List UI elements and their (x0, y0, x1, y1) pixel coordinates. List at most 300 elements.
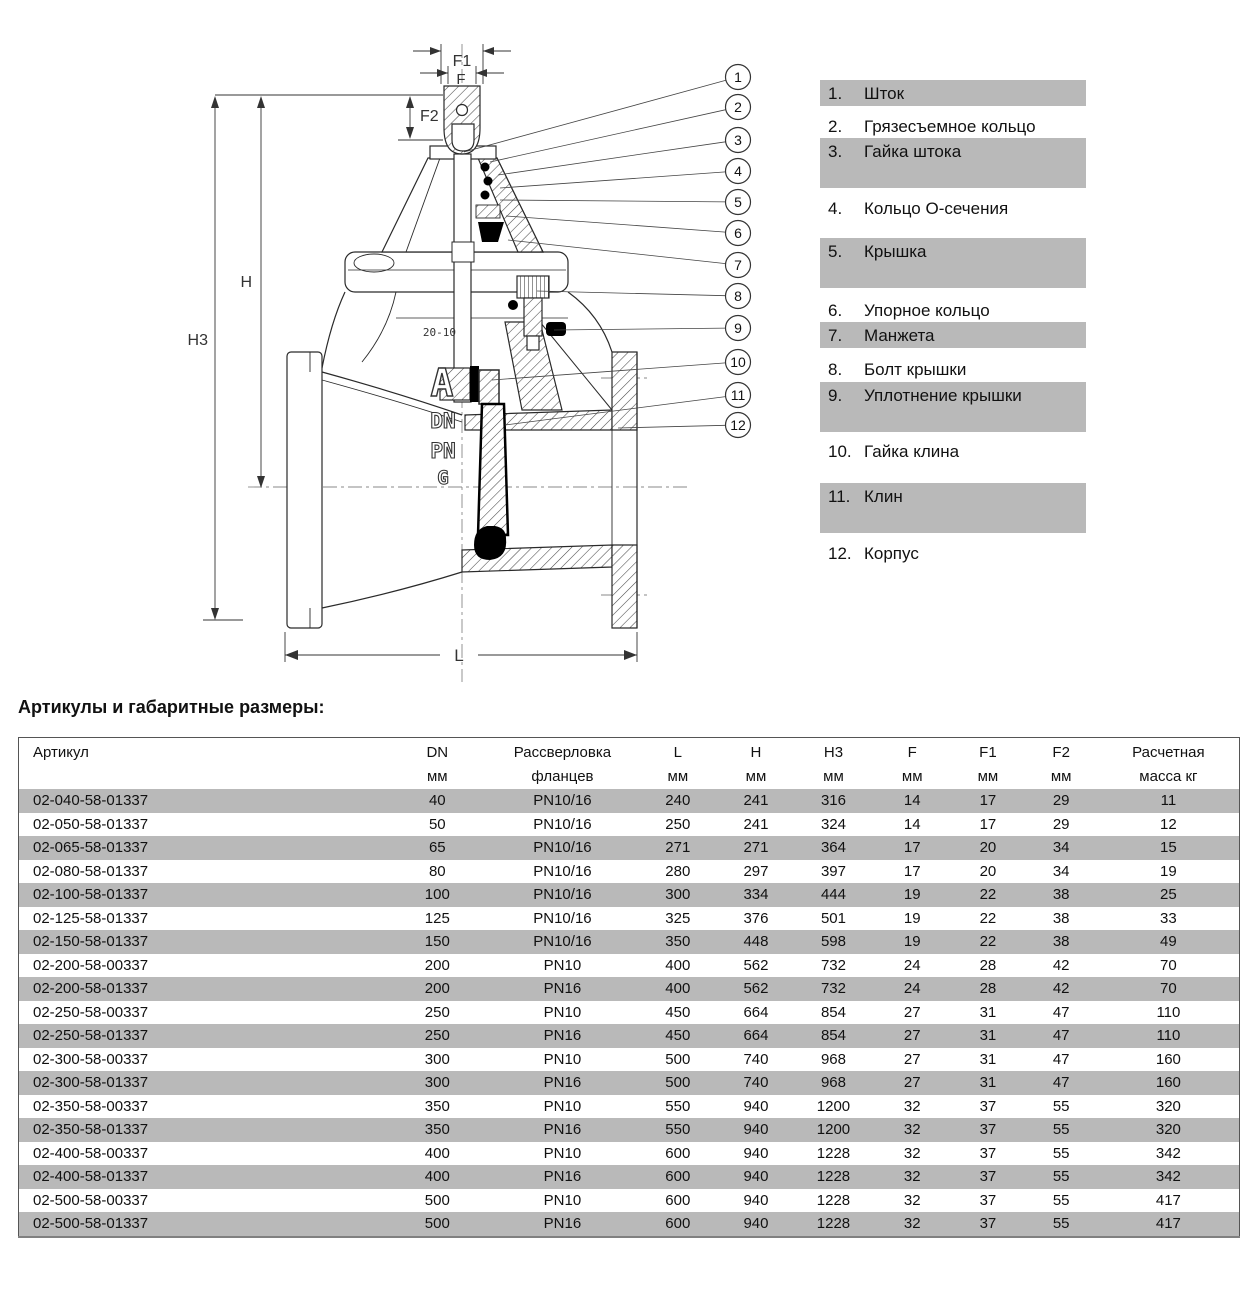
value-cell: PN10 (543, 1144, 582, 1162)
value-cell: 55 (1052, 1191, 1070, 1209)
callout-number: 4 (734, 163, 742, 179)
value-cell: PN10/16 (533, 909, 592, 927)
bonnet-gasket (546, 322, 566, 336)
article-cell: 02-100-58-01337 (33, 886, 149, 904)
value-cell: 70 (1160, 980, 1177, 998)
part-item (820, 356, 1086, 378)
value-cell: 37 (979, 1097, 997, 1115)
value-cell: 940 (743, 1097, 769, 1115)
part-item (820, 322, 1086, 348)
value-cell: 38 (1052, 909, 1070, 927)
value-cell: 49 (1160, 933, 1177, 951)
value-cell: PN10 (543, 1191, 582, 1209)
value-cell: 740 (743, 1074, 769, 1092)
value-cell: 55 (1052, 1097, 1070, 1115)
value-cell: 12 (1160, 815, 1177, 833)
article-cell: 02-500-58-00337 (33, 1191, 149, 1209)
value-cell: 19 (903, 886, 921, 904)
value-cell: 1200 (816, 1097, 851, 1115)
value-cell: 940 (743, 1144, 769, 1162)
value-cell: 32 (903, 1121, 921, 1139)
value-cell: 500 (665, 1074, 691, 1092)
value-cell: 29 (1052, 815, 1070, 833)
value-cell: 664 (743, 1003, 769, 1021)
value-cell: 55 (1052, 1215, 1070, 1233)
value-cell: 271 (665, 839, 691, 857)
article-cell: 02-350-58-01337 (33, 1121, 149, 1139)
value-cell: 664 (743, 1027, 769, 1045)
value-cell: PN10/16 (533, 862, 592, 880)
value-cell: 110 (1156, 1003, 1181, 1021)
article-cell: 02-150-58-01337 (33, 933, 149, 951)
value-cell: 22 (979, 909, 997, 927)
callout-number: 8 (734, 288, 742, 304)
table-row (19, 954, 1240, 978)
value-cell: PN10/16 (533, 886, 592, 904)
value-cell: 22 (979, 933, 997, 951)
column-header: Расчетная масса кг (1132, 744, 1205, 785)
table-row (19, 977, 1240, 1001)
value-cell: 37 (979, 1168, 997, 1186)
article-cell: 02-250-58-01337 (33, 1027, 149, 1045)
value-cell: 500 (424, 1191, 450, 1209)
value-cell: 968 (820, 1050, 846, 1068)
value-cell: 450 (665, 1027, 691, 1045)
part-number: 7. (828, 326, 843, 345)
part-item (820, 483, 1086, 533)
value-cell: 14 (903, 792, 921, 810)
value-cell: 1228 (816, 1215, 851, 1233)
callout-number: 5 (734, 194, 742, 210)
value-cell: PN10 (543, 1097, 582, 1115)
callout-number: 1 (734, 69, 742, 85)
table-row (19, 1118, 1240, 1142)
value-cell: 400 (424, 1168, 450, 1186)
valve-body-outline (248, 44, 690, 682)
column-header: F мм (901, 744, 923, 785)
value-cell: 400 (424, 1144, 450, 1162)
right-flange-bottom-section (612, 545, 637, 628)
dimensions (188, 44, 637, 665)
part-item (820, 195, 1086, 217)
value-cell: 350 (424, 1121, 450, 1139)
value-cell: 19 (903, 909, 921, 927)
article-cell: 02-200-58-01337 (33, 980, 149, 998)
value-cell: 80 (428, 862, 446, 880)
value-cell: 17 (903, 839, 921, 857)
value-cell: 65 (428, 839, 446, 857)
table-row (19, 813, 1240, 837)
part-item (820, 113, 1086, 135)
value-cell: 37 (979, 1121, 997, 1139)
table-row (19, 930, 1240, 954)
table-row (19, 1142, 1240, 1166)
value-cell: 376 (743, 909, 769, 927)
value-cell: 150 (424, 933, 450, 951)
dim-f1-label: F1 (452, 53, 472, 70)
value-cell: PN16 (543, 1168, 582, 1186)
value-cell: 732 (820, 980, 846, 998)
part-label: Корпус (864, 544, 919, 563)
article-cell: 02-050-58-01337 (33, 815, 149, 833)
value-cell: 334 (743, 886, 769, 904)
part-label: Крышка (864, 242, 927, 261)
value-cell: 19 (903, 933, 921, 951)
value-cell: 24 (903, 956, 921, 974)
callout-number: 10 (730, 354, 746, 370)
value-cell: 940 (743, 1121, 769, 1139)
part-item (820, 297, 1086, 319)
value-cell: 940 (743, 1168, 769, 1186)
value-cell: 17 (903, 862, 921, 880)
callout-leader (500, 200, 726, 202)
table-row (19, 1048, 1240, 1072)
value-cell: PN10 (543, 1050, 582, 1068)
value-cell: 37 (979, 1144, 997, 1162)
value-cell: 350 (424, 1097, 450, 1115)
table-row (19, 1212, 1240, 1237)
value-cell: 1228 (816, 1191, 851, 1209)
article-cell: 02-065-58-01337 (33, 839, 149, 857)
value-cell: PN10/16 (533, 839, 592, 857)
cast-rating: 20-10 (422, 326, 456, 339)
callout-leader (537, 291, 726, 296)
dim-f2-label: F2 (420, 108, 439, 125)
value-cell: 32 (903, 1144, 921, 1162)
part-label: Гайка клина (864, 442, 960, 461)
wedge-nut (479, 370, 499, 404)
value-cell: 32 (903, 1215, 921, 1233)
article-cell: 02-200-58-00337 (33, 956, 149, 974)
value-cell: 280 (665, 862, 691, 880)
value-cell: PN16 (543, 1121, 582, 1139)
value-cell: 448 (743, 933, 769, 951)
column-header: Артикул (33, 744, 89, 761)
value-cell: PN10 (543, 1003, 582, 1021)
value-cell: 271 (743, 839, 769, 857)
value-cell: 400 (665, 980, 691, 998)
part-label: Манжета (864, 326, 935, 345)
article-cell: 02-040-58-01337 (33, 792, 149, 810)
callout-leader (506, 216, 726, 232)
value-cell: 325 (665, 909, 691, 927)
value-cell: 25 (1160, 886, 1177, 904)
value-cell: 100 (424, 886, 450, 904)
part-label: Болт крышки (864, 360, 967, 379)
value-cell: 47 (1052, 1003, 1070, 1021)
part-label: Грязесъемное кольцо (864, 117, 1036, 136)
part-number: 9. (828, 386, 843, 405)
value-cell: 27 (903, 1050, 921, 1068)
article-cell: 02-125-58-01337 (33, 909, 149, 927)
value-cell: 500 (665, 1050, 691, 1068)
table-row (19, 907, 1240, 931)
part-item (820, 382, 1086, 432)
value-cell: 31 (979, 1027, 997, 1045)
value-cell: 397 (820, 862, 846, 880)
right-flange-top-section (612, 352, 637, 430)
value-cell: 250 (424, 1003, 450, 1021)
callout-number: 11 (730, 387, 746, 403)
value-cell: 42 (1052, 956, 1070, 974)
cast-dn: DN (430, 409, 456, 433)
value-cell: 562 (743, 980, 769, 998)
value-cell: 47 (1052, 1027, 1070, 1045)
value-cell: 240 (665, 792, 691, 810)
part-label: Шток (864, 84, 905, 103)
value-cell: PN16 (543, 1074, 582, 1092)
value-cell: 501 (820, 909, 846, 927)
value-cell: 55 (1052, 1144, 1070, 1162)
callout-number: 9 (734, 320, 742, 336)
value-cell: 31 (979, 1050, 997, 1068)
value-cell: 37 (979, 1191, 997, 1209)
callout-leader (490, 110, 726, 162)
value-cell: 444 (820, 886, 846, 904)
table-row (19, 1001, 1240, 1025)
table-row (19, 860, 1240, 884)
part-label: Гайка штока (864, 142, 962, 161)
column-header: L мм (667, 744, 689, 785)
callout-leader (554, 328, 726, 330)
cast-pn: PN (430, 439, 456, 463)
part-number: 10. (828, 442, 852, 461)
table-row (19, 1189, 1240, 1213)
part-number: 5. (828, 242, 843, 261)
value-cell: PN16 (543, 1027, 582, 1045)
dim-h-label: H (240, 274, 252, 291)
value-cell: PN10/16 (533, 933, 592, 951)
value-cell: 40 (428, 792, 446, 810)
article-cell: 02-250-58-00337 (33, 1003, 149, 1021)
column-header: H3 мм (823, 744, 844, 785)
brand-logo: A (430, 361, 454, 405)
table-body (19, 789, 1240, 1237)
value-cell: PN10/16 (533, 792, 592, 810)
table-row (19, 789, 1240, 813)
value-cell: 600 (665, 1191, 691, 1209)
part-label: Уплотнение крышки (864, 386, 1022, 405)
value-cell: 110 (1156, 1027, 1181, 1045)
value-cell: 550 (665, 1097, 691, 1115)
stem-shaft (454, 154, 471, 402)
value-cell: 350 (665, 933, 691, 951)
value-cell: 450 (665, 1003, 691, 1021)
value-cell: 55 (1052, 1168, 1070, 1186)
value-cell: 14 (903, 815, 921, 833)
table-row (19, 1071, 1240, 1095)
value-cell: 300 (424, 1074, 450, 1092)
value-cell: 342 (1155, 1168, 1181, 1186)
value-cell: PN16 (543, 980, 582, 998)
value-cell: 598 (820, 933, 846, 951)
value-cell: 33 (1160, 909, 1177, 927)
value-cell: 562 (743, 956, 769, 974)
value-cell: 32 (903, 1097, 921, 1115)
callout-leader (464, 80, 726, 152)
wedge (478, 404, 508, 535)
value-cell: 15 (1160, 839, 1177, 857)
value-cell: 55 (1052, 1121, 1070, 1139)
value-cell: 1200 (816, 1121, 851, 1139)
callout-leader (498, 142, 726, 175)
wedge-foot (474, 526, 506, 560)
column-header: F2 мм (1050, 744, 1072, 785)
part-label: Клин (864, 487, 903, 506)
value-cell: 250 (665, 815, 691, 833)
value-cell: 550 (665, 1121, 691, 1139)
value-cell: 20 (979, 862, 997, 880)
table-title: Артикулы и габаритные размеры: (18, 697, 325, 717)
article-cell: 02-300-58-01337 (33, 1074, 149, 1092)
part-number: 2. (828, 117, 843, 136)
value-cell: 50 (428, 815, 446, 833)
value-cell: 31 (979, 1003, 997, 1021)
value-cell: 160 (1155, 1074, 1181, 1092)
column-header: F1 мм (977, 744, 999, 785)
value-cell: 241 (743, 815, 769, 833)
value-cell: 42 (1052, 980, 1070, 998)
value-cell: 37 (979, 1215, 997, 1233)
article-cell: 02-080-58-01337 (33, 862, 149, 880)
callout-leader (500, 172, 726, 188)
value-cell: 27 (903, 1074, 921, 1092)
value-cell: 47 (1052, 1074, 1070, 1092)
value-cell: 160 (1155, 1050, 1181, 1068)
value-cell: 38 (1052, 933, 1070, 951)
value-cell: 364 (820, 839, 846, 857)
value-cell: 29 (1052, 792, 1070, 810)
value-cell: 940 (743, 1215, 769, 1233)
part-number: 1. (828, 84, 843, 103)
value-cell: 200 (424, 980, 450, 998)
dimensions-table (18, 737, 1240, 1238)
part-item (820, 80, 1086, 106)
callout-number: 6 (734, 225, 742, 241)
value-cell: 940 (743, 1191, 769, 1209)
value-cell: 400 (665, 956, 691, 974)
part-item (820, 238, 1086, 288)
value-cell: 17 (979, 792, 997, 810)
part-label: Кольцо О-сечения (864, 199, 1009, 218)
article-cell: 02-300-58-00337 (33, 1050, 149, 1068)
value-cell: 1228 (816, 1144, 851, 1162)
value-cell: 32 (903, 1191, 921, 1209)
column-header: Рассверловка фланцев (513, 744, 612, 785)
part-number: 12. (828, 544, 852, 563)
value-cell: 241 (743, 792, 769, 810)
value-cell: 11 (1160, 792, 1177, 810)
value-cell: 417 (1155, 1215, 1181, 1233)
table-row (19, 836, 1240, 860)
value-cell: 854 (820, 1003, 846, 1021)
value-cell: 17 (979, 815, 997, 833)
value-cell: 600 (665, 1168, 691, 1186)
value-cell: 31 (979, 1074, 997, 1092)
table-row (19, 1095, 1240, 1119)
value-cell: 28 (979, 980, 997, 998)
dim-h3-label: H3 (187, 332, 208, 349)
dim-f-label: F (456, 71, 466, 88)
value-cell: 417 (1155, 1191, 1181, 1209)
value-cell: 22 (979, 886, 997, 904)
dim-l-label: L (454, 646, 464, 665)
column-header: H мм (745, 744, 767, 785)
valve-cross-section-drawing (0, 0, 790, 695)
callout-number: 12 (730, 417, 746, 433)
value-cell: 600 (665, 1215, 691, 1233)
value-cell: 34 (1052, 839, 1070, 857)
value-cell: 20 (979, 839, 997, 857)
value-cell: 28 (979, 956, 997, 974)
value-cell: 34 (1052, 862, 1070, 880)
value-cell: 200 (424, 956, 450, 974)
value-cell: 250 (424, 1027, 450, 1045)
value-cell: 316 (820, 792, 846, 810)
table-row (19, 1024, 1240, 1048)
part-label: Упорное кольцо (864, 301, 990, 320)
left-flange (287, 352, 322, 628)
value-cell: 342 (1155, 1144, 1181, 1162)
value-cell: PN10 (543, 956, 582, 974)
part-number: 4. (828, 199, 843, 218)
value-cell: 70 (1160, 956, 1177, 974)
value-cell: 38 (1052, 886, 1070, 904)
value-cell: 320 (1155, 1097, 1181, 1115)
value-cell: 27 (903, 1003, 921, 1021)
parts-list (820, 75, 1086, 575)
value-cell: 27 (903, 1027, 921, 1045)
value-cell: 324 (820, 815, 846, 833)
part-number: 8. (828, 360, 843, 379)
value-cell: 125 (424, 909, 450, 927)
value-cell: 320 (1155, 1121, 1181, 1139)
value-cell: 300 (665, 886, 691, 904)
table-header (19, 738, 1240, 790)
part-item (820, 138, 1086, 188)
table-row (19, 883, 1240, 907)
callout-number: 7 (734, 257, 742, 273)
value-cell: 32 (903, 1168, 921, 1186)
value-cell: 300 (424, 1050, 450, 1068)
article-cell: 02-400-58-00337 (33, 1144, 149, 1162)
article-cell: 02-500-58-01337 (33, 1215, 149, 1233)
callout-number: 2 (734, 99, 742, 115)
value-cell: 297 (743, 862, 769, 880)
value-cell: 600 (665, 1144, 691, 1162)
value-cell: 968 (820, 1074, 846, 1092)
value-cell: 854 (820, 1027, 846, 1045)
part-number: 11. (828, 487, 851, 506)
article-cell: 02-400-58-01337 (33, 1168, 149, 1186)
callout-number: 3 (734, 132, 742, 148)
part-number: 6. (828, 301, 843, 320)
value-cell: PN10/16 (533, 815, 592, 833)
value-cell: 740 (743, 1050, 769, 1068)
value-cell: 732 (820, 956, 846, 974)
article-cell: 02-350-58-00337 (33, 1097, 149, 1115)
value-cell: 47 (1052, 1050, 1070, 1068)
cast-g: G (437, 467, 449, 489)
part-item (820, 540, 1086, 562)
value-cell: PN16 (543, 1215, 582, 1233)
value-cell: 19 (1160, 862, 1177, 880)
value-cell: 500 (424, 1215, 450, 1233)
part-item (820, 438, 1086, 460)
column-header: DN мм (426, 744, 449, 785)
table-row (19, 1165, 1240, 1189)
value-cell: 1228 (816, 1168, 851, 1186)
